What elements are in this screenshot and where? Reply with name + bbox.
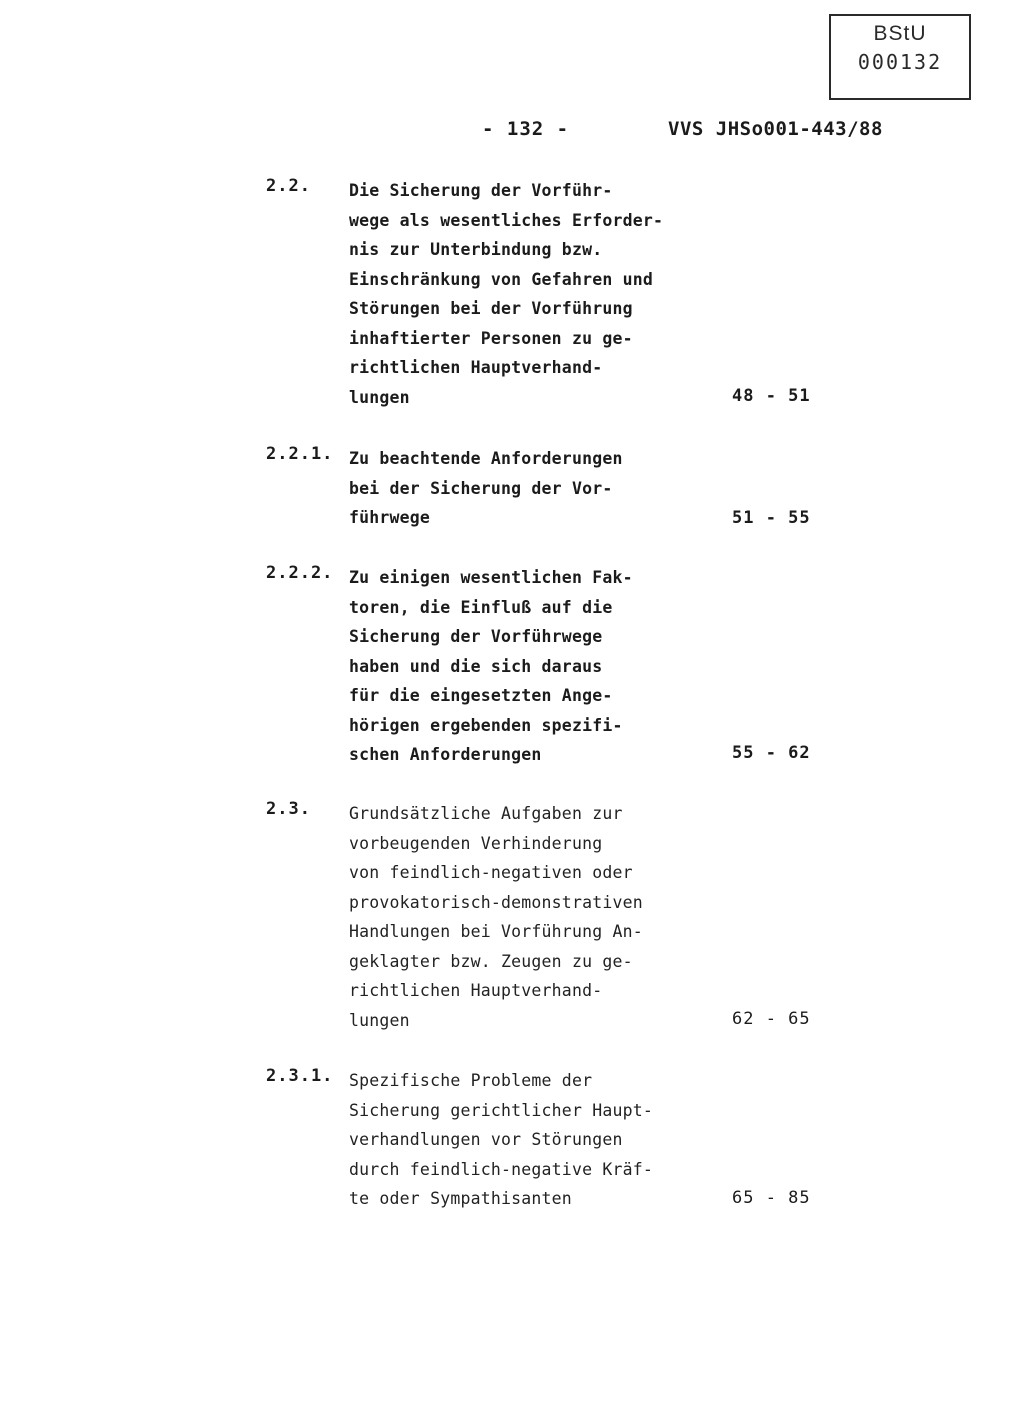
- title-line: für die eingesetzten Ange-: [349, 686, 613, 705]
- toc-entry-number: 2.2.1.: [266, 444, 334, 464]
- title-line: lungen: [349, 1010, 410, 1030]
- title-line: von feindlich-negativen oder: [349, 863, 633, 882]
- toc-entry-pages: 62 - 65: [732, 1009, 811, 1029]
- toc-entry-title: [349, 444, 729, 533]
- document-reference: VVS JHSo001-443/88: [668, 118, 883, 140]
- archive-stamp: [829, 14, 971, 100]
- toc-entry-number: 2.2.: [266, 176, 311, 196]
- title-line: Störungen bei der Vorführung: [349, 299, 633, 318]
- toc-entry-pages: 55 - 62: [732, 743, 811, 763]
- title-line: inhaftierter Personen zu ge-: [349, 328, 633, 348]
- title-line: bei der Sicherung der Vor-: [349, 478, 613, 498]
- toc-entry-pages: 48 - 51: [732, 386, 811, 406]
- title-line: Spezifische Probleme der: [349, 1071, 593, 1090]
- page-header: [0, 118, 1024, 148]
- title-line: richtlichen Hauptverhand-: [349, 358, 603, 377]
- title-line: hörigen ergebenden spezifi-: [349, 715, 623, 735]
- title-line: richtlichen Hauptverhand-: [349, 981, 603, 1000]
- toc-entry-number: 2.3.1.: [266, 1066, 334, 1086]
- title-line: vorbeugenden Verhinderung: [349, 833, 603, 853]
- title-line: lungen: [349, 387, 410, 407]
- title-line: toren, die Einfluß auf die: [349, 597, 613, 617]
- title-line: Handlungen bei Vorführung An-: [349, 922, 643, 941]
- title-line: wege als wesentliches Erforder-: [349, 210, 664, 230]
- title-line: Zu beachtende Anforderungen: [349, 449, 623, 468]
- toc-entry-title: [349, 563, 729, 770]
- stamp-label: BStU: [873, 22, 927, 45]
- toc-entry-title: [349, 1066, 729, 1214]
- toc-entry-pages: 51 - 55: [732, 508, 811, 528]
- title-line: haben und die sich daraus: [349, 656, 603, 676]
- title-line: te oder Sympathisanten: [349, 1189, 572, 1208]
- stamp-number: 000132: [857, 50, 943, 74]
- title-line: Grundsätzliche Aufgaben zur: [349, 804, 623, 823]
- title-line: schen Anforderungen: [349, 745, 542, 764]
- title-line: geklagter bzw. Zeugen zu ge-: [349, 951, 633, 971]
- toc-entry-number: 2.3.: [266, 799, 311, 819]
- title-line: nis zur Unterbindung bzw.: [349, 240, 603, 259]
- title-line: Sicherung der Vorführwege: [349, 627, 603, 646]
- title-line: führwege: [349, 508, 431, 527]
- title-line: Einschränkung von Gefahren und: [349, 269, 654, 289]
- title-line: verhandlungen vor Störungen: [349, 1130, 623, 1149]
- title-line: Sicherung gerichtlicher Haupt-: [349, 1100, 654, 1120]
- title-line: Zu einigen wesentlichen Fak-: [349, 568, 633, 587]
- title-line: durch feindlich-negative Kräf-: [349, 1159, 654, 1179]
- toc-entry-pages: 65 - 85: [732, 1188, 811, 1208]
- toc-entry-number: 2.2.2.: [266, 563, 334, 583]
- page-number: - 132 -: [482, 118, 570, 140]
- title-line: provokatorisch-demonstrativen: [349, 892, 643, 912]
- toc-entry-title: [349, 176, 729, 412]
- toc-entry-title: [349, 799, 729, 1035]
- title-line: Die Sicherung der Vorführ-: [349, 181, 613, 200]
